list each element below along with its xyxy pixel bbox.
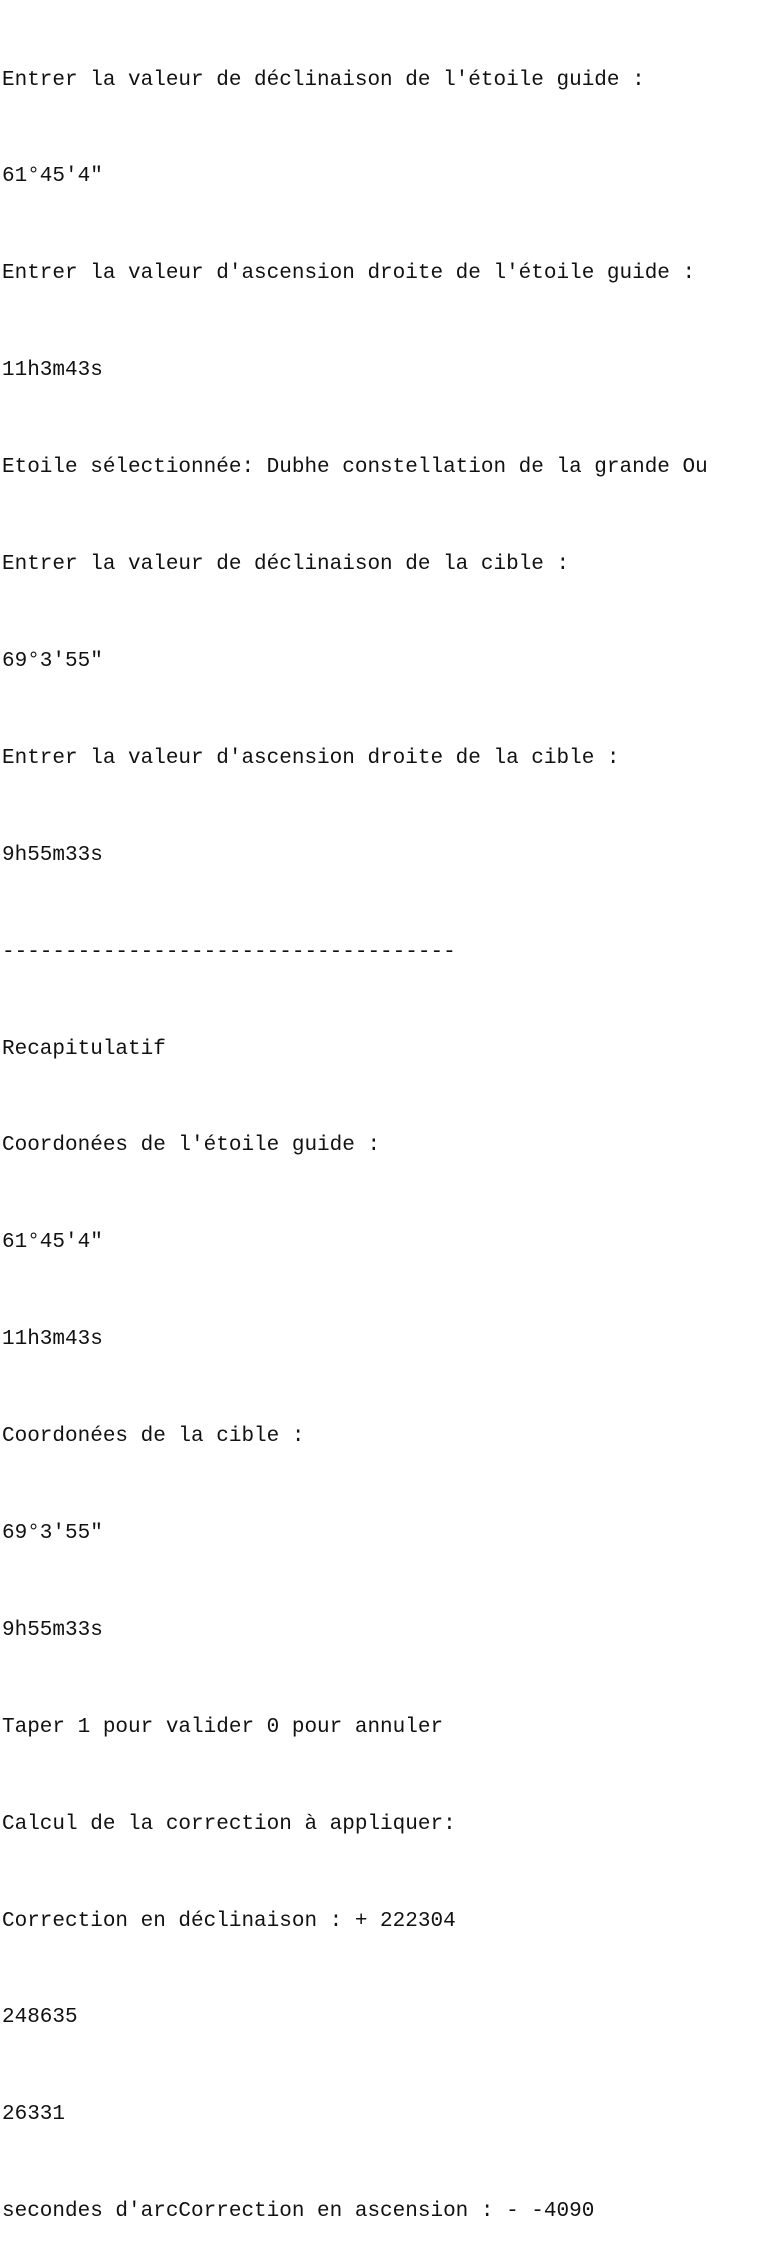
console-line-correction-value-2: 26331	[2, 2103, 66, 2127]
console-line-guide-coordinates-heading: Coordonées de l'étoile guide :	[2, 1134, 381, 1158]
console-line-prompt-target-declination: Entrer la valeur de déclinaison de la cible :	[2, 553, 570, 577]
console-line-target-coordinates-declination: 69°3'55"	[2, 1521, 103, 1545]
console-line-target-coordinates-heading: Coordonées de la cible :	[2, 1425, 305, 1449]
console-line-guide-declination-value: 61°45'4"	[2, 165, 103, 189]
console-line-target-coordinates-right-ascension: 9h55m33s	[2, 1618, 103, 1642]
console-line-prompt-guide-right-ascension: Entrer la valeur d'ascension droite de l'étoile guide :	[2, 262, 696, 286]
console-line-prompt-target-right-ascension: Entrer la valeur d'ascension droite de la cible :	[2, 746, 620, 770]
console-line-correction-heading: Calcul de la correction à appliquer:	[2, 1812, 456, 1836]
console-line-separator: ------------------------------------	[2, 940, 456, 964]
console-line-summary-heading: Recapitulatif	[2, 1037, 166, 1061]
console-line-target-right-ascension-value: 9h55m33s	[2, 843, 103, 867]
console-line-ascension-correction: secondes d'arcCorrection en ascension : - -4090	[2, 2200, 595, 2224]
console-line-guide-right-ascension-value: 11h3m43s	[2, 359, 103, 383]
console-line-declination-correction: Correction en déclinaison : + 222304	[2, 1909, 456, 1933]
console-line-confirm-prompt: Taper 1 pour valider 0 pour annuler	[2, 1715, 444, 1739]
console-line-correction-value-1: 248635	[2, 2006, 78, 2030]
console-line-guide-coordinates-declination: 61°45'4"	[2, 1231, 103, 1255]
console-output	[2, 0, 778, 2224]
console-line-prompt-guide-declination: Entrer la valeur de déclinaison de l'étoile guide :	[2, 68, 645, 92]
console-line-selected-star: Etoile sélectionnée: Dubhe constellation de la grande Ou	[2, 456, 708, 480]
console-line-target-declination-value: 69°3'55"	[2, 649, 103, 673]
console-line-guide-coordinates-right-ascension: 11h3m43s	[2, 1328, 103, 1352]
